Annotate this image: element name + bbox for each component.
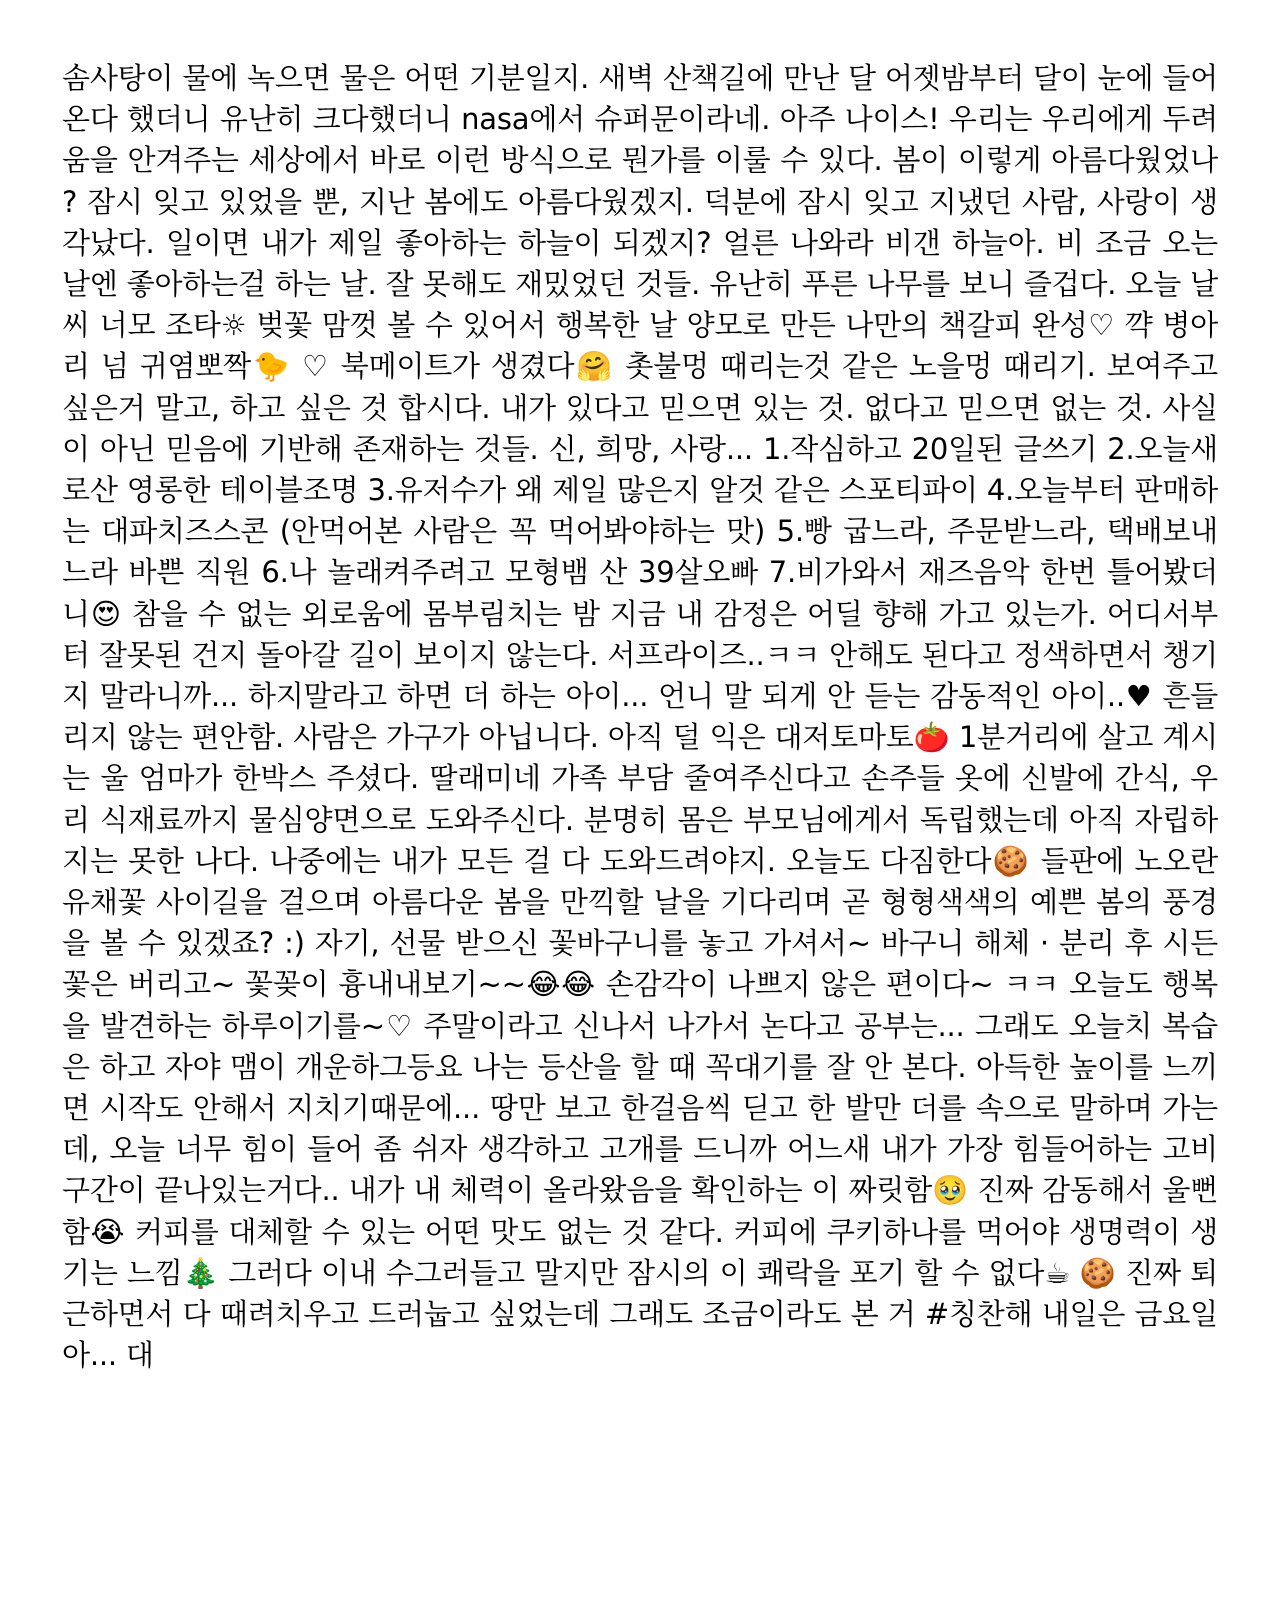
body-text: 솜사탕이 물에 녹으면 물은 어떤 기분일지. 새벽 산책길에 만난 달 어젯밤부터 달이 눈에 들어온다 했더니 유난히 크다했더니 nasa에서 슈퍼문이라네. 아주 나이스! 우리는 우리에게 두려움을 안겨주는 세상에서 바로 이런 방식으로 뭔가를 이룰 수 있다. 봄이 이렇게 아름다웠었나? 잠시 잊고 있었을 뿐, 지난 봄에도 아름다웠겠지. 덕분에 잠시 잊고 지냈던 사람, 사랑이 생각났다. 일이면 내가 제일 좋아하는 하늘이 되겠지? 얼른 나와라 비갠 하늘아. 비 조금 오는 날엔 좋아하는걸 하는 날. 잘 못해도 재밌었던 것들. 유난히 푸른 나무를 보니 즐겁다. 오늘 날씨 너모 조타☼ 벚꽃 맘껏 볼 수 있어서 행복한 날 양모로 만든 나만의 책갈피 완성♡ 꺅 병아리 넘 귀염뽀짝🐤 ♡ 북메이트가 생겼다🤗 촛불멍 때리는것 같은 노을멍 때리기. 보여주고 싶은거 말고, 하고 싶은 것 합시다. 내가 있다고 믿으면 있는 것. 없다고 믿으면 없는 것. 사실이 아닌 믿음에 기반해 존재하는 것들. 신, 희망, 사랑... 1.작심하고 20일된 글쓰기 2.오늘새로산 영롱한 테이블조명 3.유저수가 왜 제일 많은지 알것 같은 스포티파이 4.오늘부터 판매하는 대파치즈스콘 (안먹어본 사람은 꼭 먹어봐야하는 맛) 5.빵 굽느라, 주문받느라, 택배보내느라 바쁜 직원 6.나 놀래켜주려고 모형뱀 산 39살오빠 7.비가와서 재즈음악 한번 틀어봤더니😍 참을 수 없는 외로움에 몸부림치는 밤 지금 내 감정은 어딜 향해 가고 있는가. 어디서부터 잘못된 건지 돌아갈 길이 보이지 않는다. 서프라이즈..ㅋㅋ 안해도 된다고 정색하면서 챙기지 말라니까... 하지말라고 하면 더 하는 아이... 언니 말 되게 안 듣는 감동적인 아이..♥ 흔들리지 않는 편안함. 사람은 가구가 아닙니다. 아직 덜 익은 대저토마토🍅 1분거리에 살고 계시는 울 엄마가 한박스 주셨다. 딸래미네 가족 부담 줄여주신다고 손주들 옷에 신발에 간식, 우리 식재료까지 물심양면으로 도와주신다. 분명히 몸은 부모님에게서 독립했는데 아직 자립하지는 못한 나다. 나중에는 내가 모든 걸 다 도와드려야지. 오늘도 다짐한다🍪 들판에 노오란 유채꽃 사이길을 걸으며 아름다운 봄을 만끽할 날을 기다리며 곧 형형색색의 예쁜 봄의 풍경을 볼 수 있겠죠? :) 자기, 선물 받으신 꽃바구니를 놓고 가셔서~ 바구니 해체 · 분리 후 시든 꽃은 버리고~ 꽃꽂이 흉내내보기~~😂😂 손감각이 나쁘지 않은 편이다~ ㅋㅋ 오늘도 행복을 발견하는 하루이기를~♡ 주말이라고 신나서 나가서 논다고 공부는... 그래도 오늘치 복습은 하고 자야 맴이 개운하그등요 나는 등산을 할 때 꼭대기를 잘 안 본다. 아득한 높이를 느끼면 시작도 안해서 지치기때문에... 땅만 보고 한걸음씩 딛고 한 발만 더를 속으로 말하며 가는데, 오늘 너무 힘이 들어 좀 쉬자 생각하고 고개를 드니까 어느새 내가 가장 힘들어하는 고비구간이 끝나있는거다.. 내가 내 체력이 올라왔음을 확인하는 이 짜릿함🥹 진짜 감동해서 울뻔함😭 커피를 대체할 수 있는 어떤 맛도 없는 것 같다. 커피에 쿠키하나를 먹어야 생명력이 생기는 느낌🎄 그러다 이내 수그러들고 말지만 잠시의 이 쾌락을 포기 할 수 없다☕ 🍪 진짜 퇴근하면서 다 때려치우고 드러눕고 싶었는데 그래도 조금이라도 본 거 #칭찬해 내일은 금요일 아... 대 <box>62 61 1218 1373</box>
